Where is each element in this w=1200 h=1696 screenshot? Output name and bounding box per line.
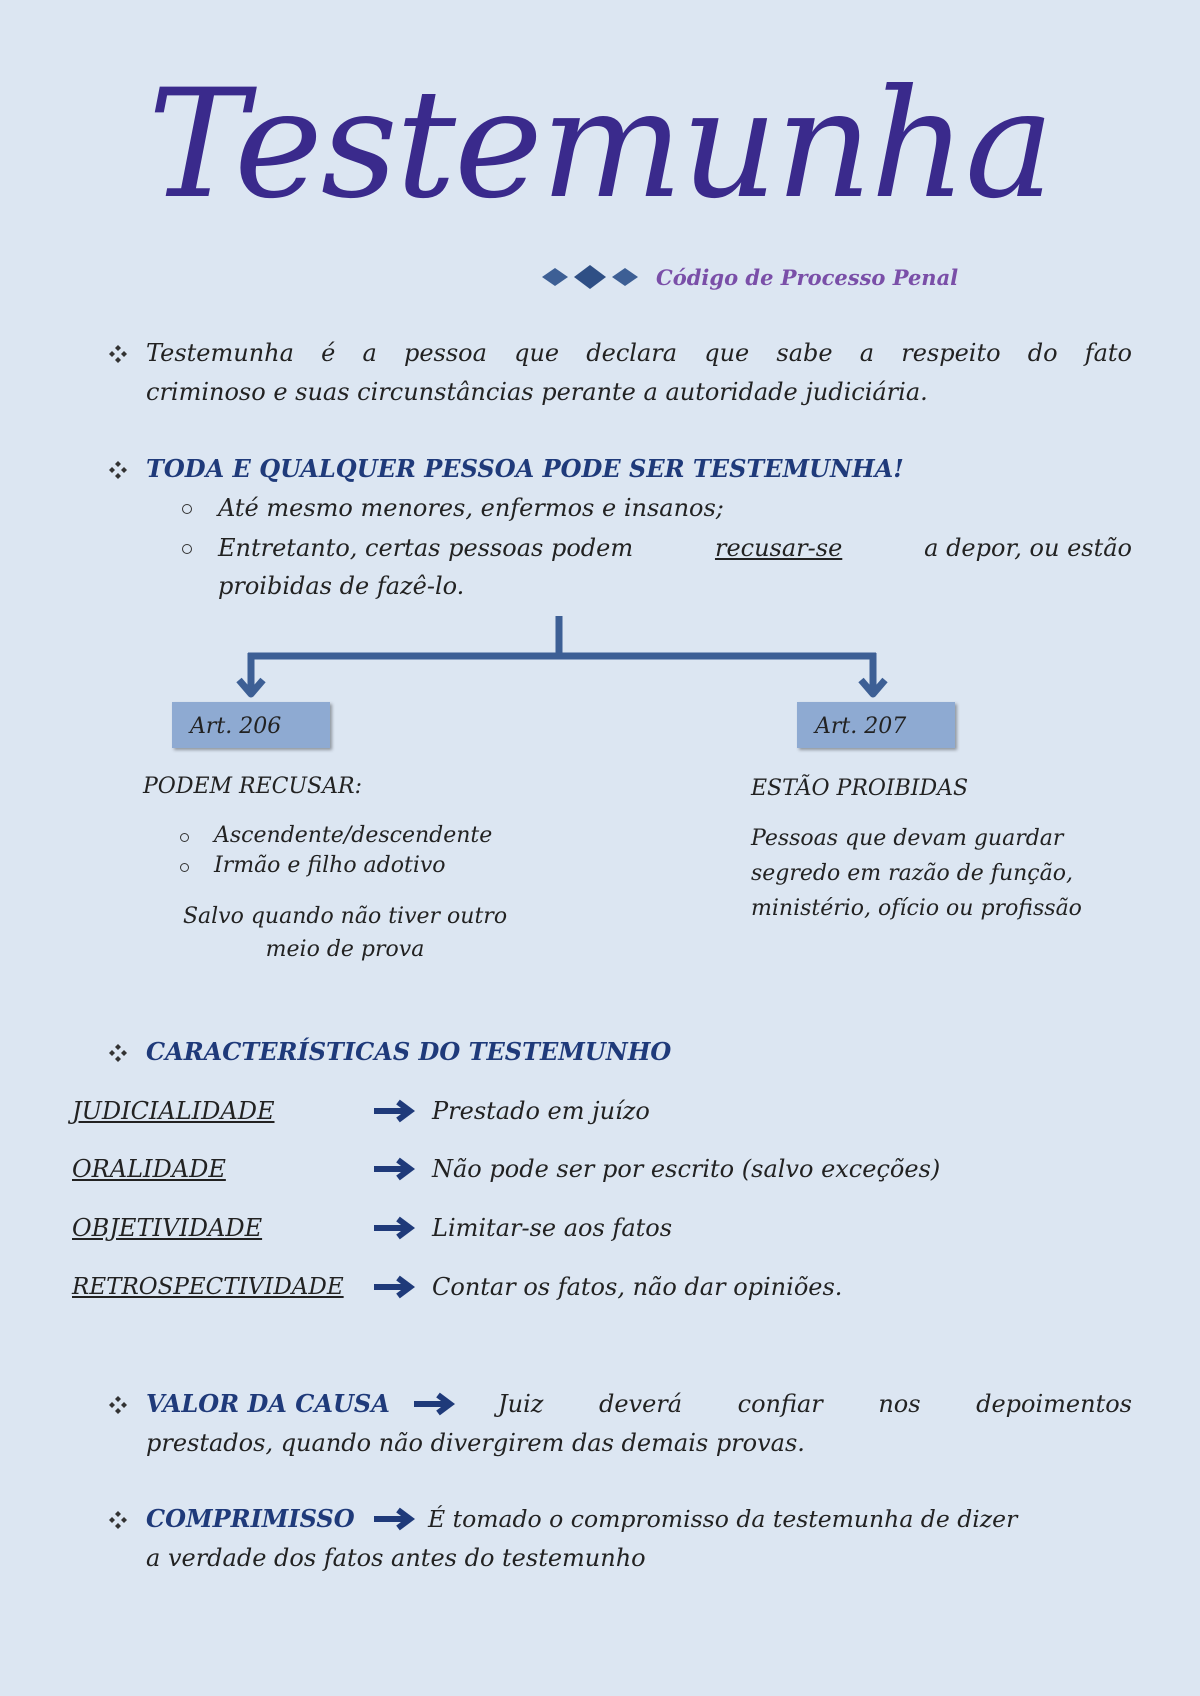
art-206-box: Art. 206 [172, 702, 330, 748]
art-207-box: Art. 207 [797, 702, 955, 748]
art-207-heading: ESTÃO PROIBIDAS [751, 776, 969, 801]
intro-line-2: criminoso e suas circunstâncias perante a autoridade judiciária. [146, 378, 928, 406]
characteristic-term: OBJETIVIDADE [72, 1214, 263, 1242]
characteristics-heading: CARACTERÍSTICAS DO TESTEMUNHO [146, 1037, 672, 1066]
art-206-item-1: Ascendente/descendente [214, 823, 493, 848]
anyone-item-2-line-2: proibidas de fazê-lo. [218, 572, 465, 600]
subtitle-row [540, 262, 958, 292]
anyone-item-1: Até mesmo menores, enfermos e insanos; [218, 494, 724, 522]
characteristic-term: ORALIDADE [72, 1155, 226, 1183]
valor-label: VALOR DA CAUSA [146, 1389, 390, 1418]
characteristic-desc: Não pode ser por escrito (salvo exceções) [432, 1155, 941, 1183]
compromisso-line-2: a verdade dos fatos antes do testemunho [146, 1544, 646, 1572]
art-206-heading: PODEM RECUSAR: [143, 774, 362, 799]
anyone-item-2-pre: Entretanto, certas pessoas podem [218, 534, 634, 562]
page-title: Testemunha [147, 58, 1053, 232]
circle-bullet-icon [182, 544, 192, 554]
characteristic-desc: Contar os fatos, não dar opiniões. [432, 1273, 843, 1301]
intro-line-1: Testemunha é a pessoa que declara que sabe a respeito do fato [146, 339, 1132, 367]
page-subtitle: Código de Processo Penal [656, 264, 959, 290]
arrow-right-icon [372, 1507, 416, 1531]
characteristic-desc: Limitar-se aos fatos [432, 1214, 673, 1242]
diamond-bullet-icon [108, 344, 128, 364]
compromisso-line-1: É tomado o compromisso da testemunha de dizer [428, 1505, 1018, 1533]
art-206-note-line-1: Salvo quando não tiver outro [182, 904, 508, 929]
diamond-bullet-icon [108, 460, 128, 480]
art-206-note-line-2: meio de prova [265, 937, 425, 962]
characteristic-term: RETROSPECTIVIDADE [72, 1274, 344, 1300]
art-206-item-2: Irmão e filho adotivo [214, 853, 446, 878]
arrow-right-icon [372, 1275, 416, 1299]
valor-line-1: Juiz deverá confiar nos depoimentos [498, 1390, 1132, 1418]
recusar-se-emphasis: recusar-se [714, 534, 843, 562]
arrow-right-icon [372, 1099, 416, 1123]
diamond-bullet-icon [108, 1043, 128, 1063]
diamond-bullet-icon [108, 1510, 128, 1530]
arrow-right-icon [372, 1157, 416, 1181]
circle-bullet-icon [180, 833, 189, 842]
diamond-bullet-icon [108, 1395, 128, 1415]
art-207-line-2: segredo em razão de função, [751, 861, 1073, 886]
circle-bullet-icon [180, 863, 189, 872]
art-207-line-3: ministério, ofício ou profissão [751, 896, 1082, 921]
arrow-right-icon [372, 1216, 416, 1240]
diamonds-ornament-icon [540, 262, 640, 292]
circle-bullet-icon [182, 504, 192, 514]
compromisso-label: COMPRIMISSO [146, 1504, 355, 1533]
characteristic-term: JUDICIALIDADE [72, 1097, 275, 1125]
anyone-item-2 [218, 529, 1132, 567]
art-207-line-1: Pessoas que devam guardar [751, 826, 1064, 851]
branch-diagram [0, 610, 1200, 700]
valor-line-2: prestados, quando não divergirem das demais provas. [146, 1429, 805, 1457]
anyone-heading: TODA E QUALQUER PESSOA PODE SER TESTEMUNHA! [146, 454, 904, 483]
arrow-right-icon [412, 1392, 456, 1416]
characteristic-desc: Prestado em juízo [432, 1097, 650, 1125]
anyone-item-2-post: a depor, ou estão [924, 534, 1132, 562]
